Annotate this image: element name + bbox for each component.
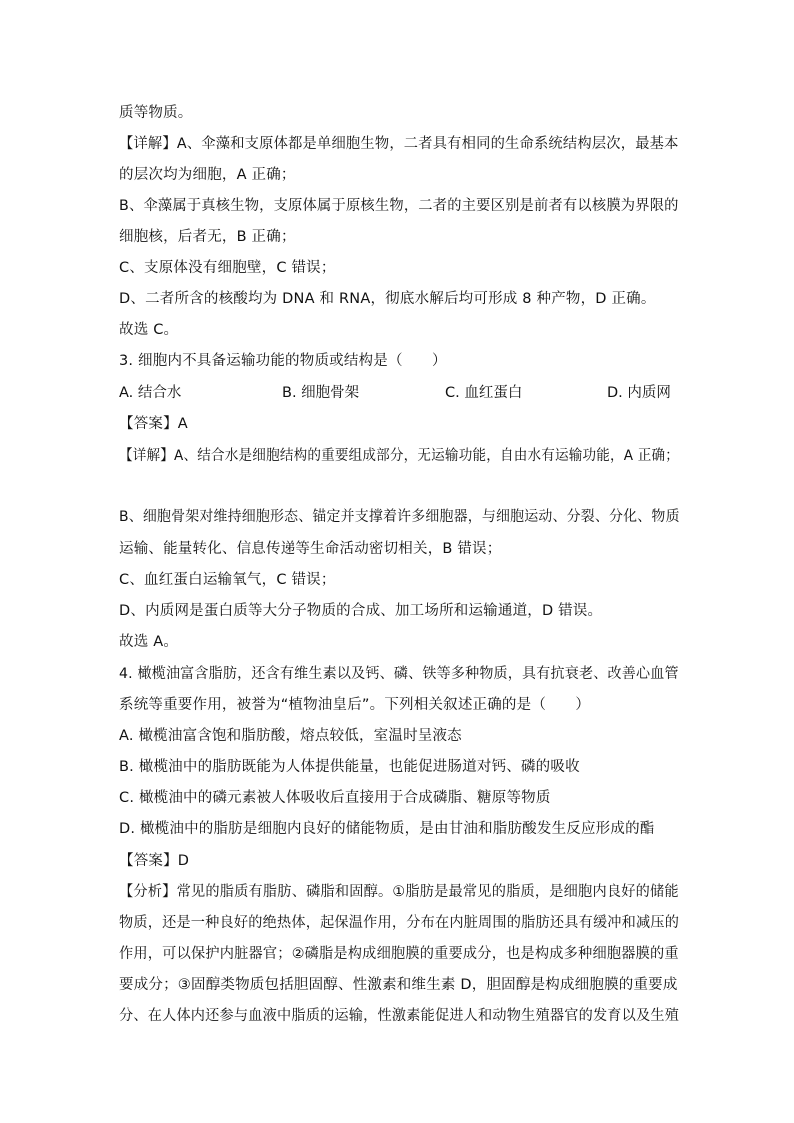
text-line: 故选 A。 [119, 634, 179, 650]
text-line: 故选 C。 [119, 322, 179, 338]
q3-option-d: D. 内质网 [607, 385, 671, 401]
q4-option-d: D. 橄榄油中的脂肪是细胞内良好的储能物质，是由甘油和脂肪酸发生反应形成的酯 [119, 821, 655, 837]
text-line: 【详解】A、结合水是细胞结构的重要组成部分，无运输功能，自由水有运输功能，A 正确； [119, 448, 680, 464]
q4-option-b: B. 橄榄油中的脂肪既能为人体提供能量，也能促进肠道对钙、磷的吸收 [119, 759, 580, 775]
text-line: 【分析】常见的脂质有脂肪、磷脂和固醇。①脂肪是最常见的脂质，是细胞内良好的储能 [119, 884, 679, 900]
text-line: C、支原体没有细胞壁，C 错误； [119, 260, 336, 276]
text-line: 要成分；③固醇类物质包括胆固醇、性激素和维生素 D，胆固醇是构成细胞膜的重要成 [119, 977, 678, 993]
text-line: C、血红蛋白运输氧气，C 错误； [119, 572, 336, 588]
answer-line: 【答案】A [119, 416, 188, 432]
text-line: B、伞藻属于真核生物，支原体属于原核生物，二者的主要区别是前者有以核膜为界限的 [119, 198, 679, 214]
q4-option-a: A. 橄榄油富含饱和脂肪酸，熔点较低，室温时呈液态 [119, 728, 462, 744]
text-line: D、二者所含的核酸均为 DNA 和 RNA，彻底水解后均可形成 8 种产物，D 正确。 [119, 291, 656, 307]
q3-option-b: B. 细胞骨架 [282, 385, 360, 401]
text-line: 分、在人体内还参与血液中脂质的运输，性激素能促进人和动物生殖器官的发育以及生殖 [119, 1008, 680, 1024]
q3-option-c: C. 血红蛋白 [445, 385, 523, 401]
text-line: 运输、能量转化、信息传递等生命活动密切相关，B 错误； [119, 541, 502, 557]
question-3-stem: 3. 细胞内不具备运输功能的物质或结构是（ ） [119, 353, 447, 369]
answer-line: 【答案】D [119, 853, 190, 869]
text-line: 质等物质。 [119, 105, 193, 121]
question-4-stem: 4. 橄榄油富含脂肪，还含有维生素以及钙、磷、铁等多种物质，具有抗衰老、改善心血管 [119, 666, 679, 682]
text-line: 细胞核，后者无，B 正确； [119, 229, 296, 245]
text-line: 【详解】A、伞藻和支原体都是单细胞生物，二者具有相同的生命系统结构层次，最基本 [119, 136, 679, 152]
text-line: B、细胞骨架对维持细胞形态、锚定并支撑着许多细胞器，与细胞运动、分裂、分化、物质 [119, 509, 680, 525]
question-4-stem: 系统等重要作用，被誉为“植物油皇后”。下列相关叙述正确的是（ ） [119, 697, 591, 713]
text-line: D、内质网是蛋白质等大分子物质的合成、加工场所和运输通道，D 错误。 [119, 603, 603, 619]
text-line: 作用，可以保护内脏器官；②磷脂是构成细胞膜的重要成分，也是构成多种细胞器膜的重 [119, 946, 679, 962]
q3-option-a: A. 结合水 [119, 385, 182, 401]
q4-option-c: C. 橄榄油中的磷元素被人体吸收后直接用于合成磷脂、糖原等物质 [119, 790, 551, 806]
text-line: 的层次均为细胞，A 正确； [119, 167, 296, 183]
text-line: 物质，还是一种良好的绝热体，起保温作用，分布在内脏周围的脂肪还具有缓冲和减压的 [119, 915, 680, 931]
